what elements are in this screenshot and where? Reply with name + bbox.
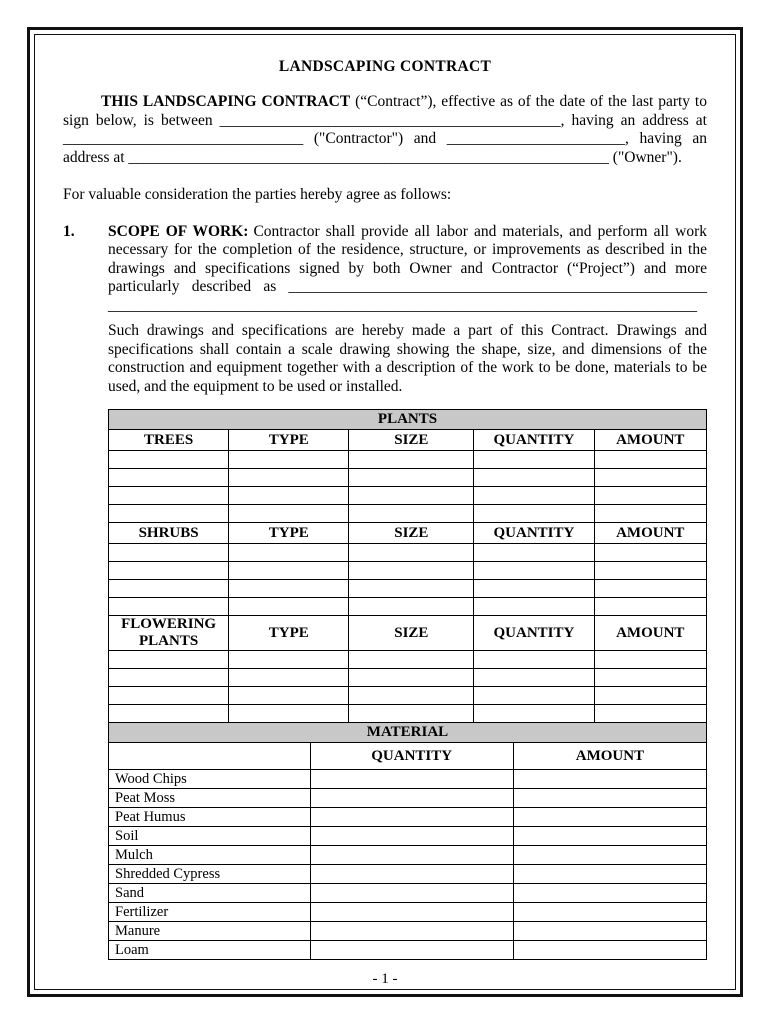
plants-table-title-row [109, 410, 707, 430]
empty-cell [474, 451, 594, 469]
empty-cell [349, 487, 474, 505]
trees-empty-row [109, 487, 707, 505]
empty-cell [474, 651, 594, 669]
empty-cell [513, 922, 706, 941]
empty-cell [229, 505, 349, 523]
empty-cell [474, 580, 594, 598]
empty-cell [349, 580, 474, 598]
empty-cell [474, 562, 594, 580]
intro-lead-text: THIS LANDSCAPING CONTRACT [101, 93, 351, 110]
empty-cell [349, 651, 474, 669]
material-table-title: MATERIAL [109, 723, 707, 743]
empty-cell [594, 598, 706, 616]
empty-cell [229, 580, 349, 598]
scope-of-work-heading: SCOPE OF WORK: [108, 222, 249, 240]
empty-cell [594, 580, 706, 598]
material-item-label: Mulch [109, 846, 311, 865]
empty-cell [513, 789, 706, 808]
scope-of-work-text: Contractor shall provide all labor and materials, and perform all work necessary for the completion of the residence, structure, or improvements as described in the drawings and specifications signed by both Owner and Contractor (“Project”) and more particularly described as ______________________________________________________ ____________________________________________________________________________ [108, 222, 707, 314]
intro-paragraph [63, 93, 707, 167]
section-1-body [108, 223, 707, 397]
shrubs-label: SHRUBS [109, 523, 229, 544]
empty-cell [474, 487, 594, 505]
empty-cell [109, 469, 229, 487]
flowering-plants-empty-row [109, 687, 707, 705]
shrubs-header-row [109, 523, 707, 544]
material-row [109, 846, 707, 865]
empty-cell [310, 827, 513, 846]
material-item-label: Loam [109, 941, 311, 960]
empty-cell [513, 846, 706, 865]
size-column-header: SIZE [349, 616, 474, 651]
empty-cell [513, 903, 706, 922]
material-row [109, 884, 707, 903]
amount-column-header: AMOUNT [594, 523, 706, 544]
material-item-label: Soil [109, 827, 311, 846]
empty-cell [349, 505, 474, 523]
shrubs-empty-row [109, 580, 707, 598]
empty-cell [474, 469, 594, 487]
quantity-column-header: QUANTITY [474, 430, 594, 451]
empty-cell [594, 544, 706, 562]
drawings-paragraph: Such drawings and specifications are hereby made a part of this Contract. Drawings and specifications shall contain a scale drawing showing the shape, size, and dimensions of the construction and equipment together with a description of the work to be done, materials to be used, and the equipment to be used or installed. [108, 322, 707, 395]
empty-cell [310, 808, 513, 827]
material-row [109, 770, 707, 789]
empty-cell [513, 770, 706, 789]
consideration-paragraph: For valuable consideration the parties hereby agree as follows: [63, 186, 452, 203]
empty-cell [109, 544, 229, 562]
empty-cell [310, 846, 513, 865]
plants-table [108, 409, 707, 723]
empty-cell [349, 669, 474, 687]
shrubs-empty-row [109, 598, 707, 616]
empty-cell [594, 487, 706, 505]
empty-cell [229, 544, 349, 562]
empty-cell [109, 451, 229, 469]
plants-table-title: PLANTS [109, 410, 707, 430]
type-column-header: TYPE [229, 523, 349, 544]
empty-cell [349, 544, 474, 562]
empty-cell [310, 770, 513, 789]
empty-cell [229, 687, 349, 705]
amount-column-header: AMOUNT [594, 616, 706, 651]
empty-cell [474, 687, 594, 705]
quantity-column-header: QUANTITY [474, 523, 594, 544]
empty-cell [474, 705, 594, 723]
empty-cell [349, 598, 474, 616]
scope-of-work-paragraph [108, 223, 707, 316]
empty-cell [349, 687, 474, 705]
empty-cell [229, 705, 349, 723]
empty-cell [349, 705, 474, 723]
empty-cell [310, 941, 513, 960]
empty-cell [513, 808, 706, 827]
empty-cell [474, 505, 594, 523]
empty-cell [594, 505, 706, 523]
trees-label: TREES [109, 430, 229, 451]
empty-cell [310, 922, 513, 941]
flowering-plants-empty-row [109, 651, 707, 669]
section-1 [63, 223, 707, 397]
material-table [108, 722, 707, 960]
empty-cell [474, 544, 594, 562]
material-quantity-header: QUANTITY [310, 743, 513, 770]
empty-cell [229, 562, 349, 580]
empty-cell [310, 789, 513, 808]
type-column-header: TYPE [229, 616, 349, 651]
material-row [109, 865, 707, 884]
empty-cell [310, 903, 513, 922]
material-row [109, 903, 707, 922]
empty-cell [513, 941, 706, 960]
intro-body-text: (“Contract”), effective as of the date of the last party to sign below, is between ____________________________________________, having an address at _______________________________ ("Contractor") and _______________________, having an address at ______________________________________________________________ ("Owner"). [63, 93, 707, 166]
empty-cell [229, 451, 349, 469]
empty-cell [109, 598, 229, 616]
empty-cell [594, 687, 706, 705]
shrubs-empty-row [109, 562, 707, 580]
empty-cell [229, 651, 349, 669]
material-item-label: Fertilizer [109, 903, 311, 922]
flowering-plants-label: FLOWERING PLANTS [109, 616, 229, 651]
material-item-label: Wood Chips [109, 770, 311, 789]
empty-cell [109, 487, 229, 505]
empty-cell [109, 669, 229, 687]
amount-column-header: AMOUNT [594, 430, 706, 451]
empty-cell [474, 598, 594, 616]
empty-cell [513, 865, 706, 884]
quantity-column-header: QUANTITY [474, 616, 594, 651]
section-1-number: 1. [63, 222, 75, 240]
flowering-plants-empty-row [109, 705, 707, 723]
type-column-header: TYPE [229, 430, 349, 451]
material-row [109, 808, 707, 827]
trees-header-row [109, 430, 707, 451]
material-item-label: Manure [109, 922, 311, 941]
empty-cell [109, 505, 229, 523]
material-item-label: Peat Humus [109, 808, 311, 827]
empty-cell [229, 669, 349, 687]
trees-empty-row [109, 505, 707, 523]
empty-cell [513, 827, 706, 846]
material-row [109, 789, 707, 808]
material-table-title-row [109, 723, 707, 743]
empty-cell [474, 669, 594, 687]
trees-empty-row [109, 469, 707, 487]
empty-cell [109, 705, 229, 723]
material-amount-header: AMOUNT [513, 743, 706, 770]
size-column-header: SIZE [349, 523, 474, 544]
empty-cell [229, 469, 349, 487]
empty-cell [594, 451, 706, 469]
empty-cell [109, 562, 229, 580]
empty-cell [310, 865, 513, 884]
material-item-label: Shredded Cypress [109, 865, 311, 884]
contract-document [63, 58, 707, 960]
empty-cell [513, 884, 706, 903]
page-number: - 1 - [372, 971, 398, 987]
empty-cell [109, 687, 229, 705]
empty-cell [594, 651, 706, 669]
size-column-header: SIZE [349, 430, 474, 451]
empty-cell [349, 451, 474, 469]
material-row [109, 827, 707, 846]
empty-cell [109, 743, 311, 770]
material-header-row [109, 743, 707, 770]
empty-cell [594, 469, 706, 487]
trees-empty-row [109, 451, 707, 469]
empty-cell [229, 598, 349, 616]
material-row [109, 922, 707, 941]
empty-cell [229, 487, 349, 505]
empty-cell [594, 562, 706, 580]
material-row [109, 941, 707, 960]
empty-cell [109, 580, 229, 598]
empty-cell [310, 884, 513, 903]
empty-cell [594, 705, 706, 723]
shrubs-empty-row [109, 544, 707, 562]
material-item-label: Sand [109, 884, 311, 903]
document-title: LANDSCAPING CONTRACT [278, 58, 492, 75]
empty-cell [594, 669, 706, 687]
empty-cell [349, 469, 474, 487]
flowering-plants-empty-row [109, 669, 707, 687]
material-item-label: Peat Moss [109, 789, 311, 808]
flowering-plants-header-row [109, 616, 707, 651]
empty-cell [349, 562, 474, 580]
empty-cell [109, 651, 229, 669]
